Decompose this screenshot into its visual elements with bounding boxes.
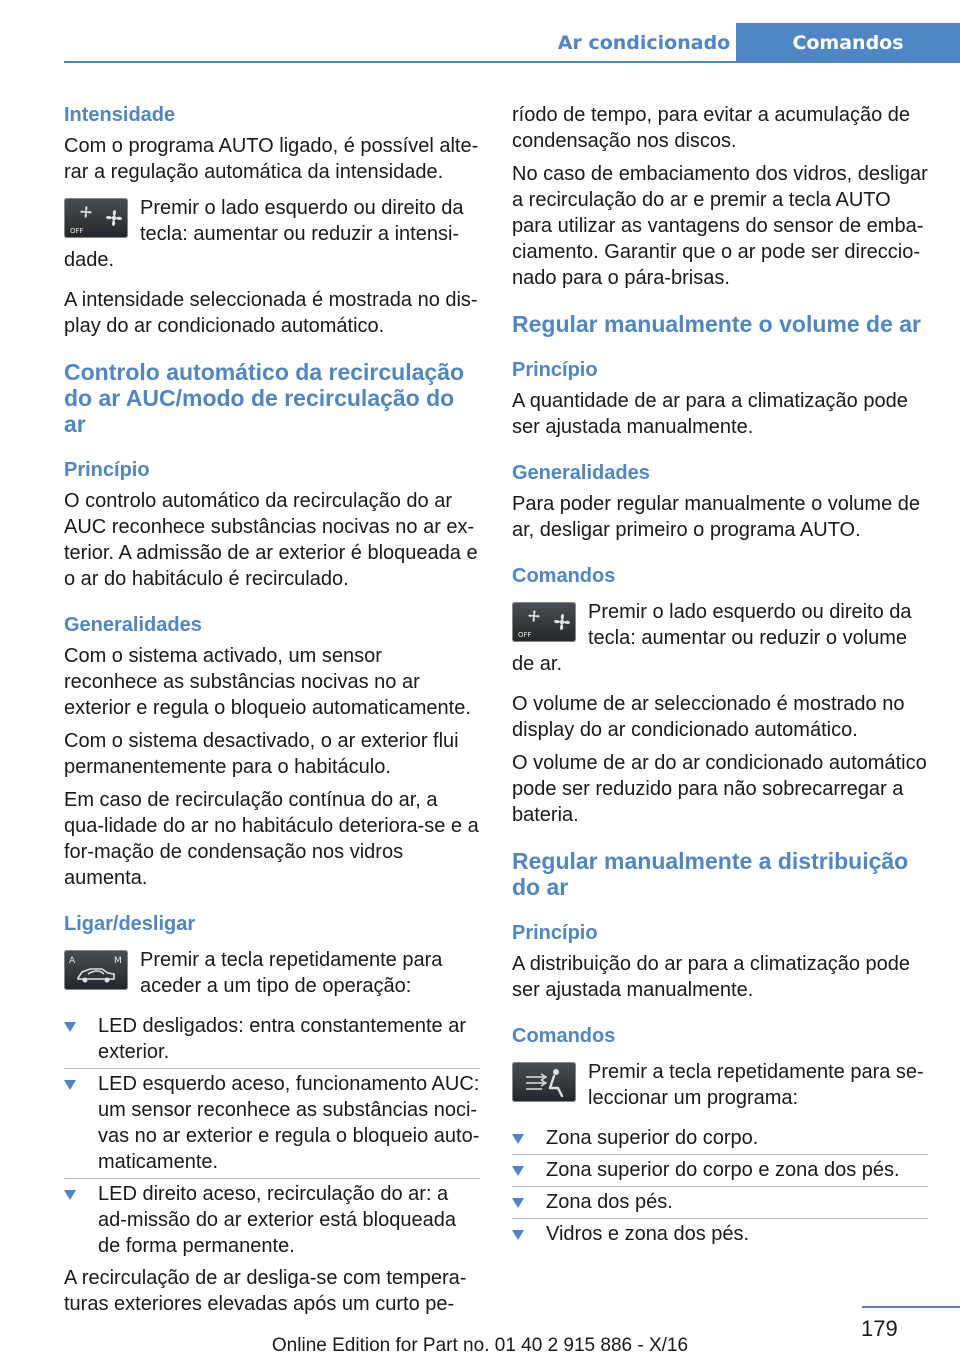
volume-battery-paragraph: O volume de ar do ar condicionado automático pode ser reduzido para não sobrecarregar a bateria. bbox=[512, 752, 927, 826]
fan-off-label: OFF bbox=[518, 631, 532, 639]
auc-heading: Controlo automático da recirculação do ar AUC/modo de recirculação do ar bbox=[64, 359, 465, 437]
volume-display-paragraph: O volume de ar seleccionado é mostrado no display do ar condicionado automático. bbox=[512, 693, 905, 741]
list-item: LED esquerdo aceso, funcionamento AUC: um sensor reconhece as substâncias noci-vas no ar exterior e regula o bloqueio auto-maticamente. bbox=[64, 1071, 480, 1175]
right-column bbox=[512, 102, 928, 1253]
fan-key-icon bbox=[64, 198, 128, 238]
distribuicao-heading: Regular manualmente a distribuição do ar bbox=[512, 848, 909, 900]
embaciamento-paragraph: No caso de embaciamento dos vidros, desligar a recirculação do ar e premir a tecla AUTO para utilizar as vantagens do sensor de emba-ciamento. Garantir que o ar pode ser direccio-nado para o pára-brisas. bbox=[512, 163, 928, 289]
volume-icon-text: Premir o lado esquerdo ou direito da tecla: aumentar ou reduzir o volume de ar. bbox=[512, 601, 912, 675]
list-item: Zona superior do corpo e zona dos pés. bbox=[512, 1157, 928, 1183]
volume-comandos-heading: Comandos bbox=[512, 565, 616, 587]
air-distribution-key-icon bbox=[512, 1062, 576, 1102]
generalidades-paragraph-1: Com o sistema activado, um sensor reconhece as substâncias nocivas no ar exterior e regula o bloqueio automaticamente. bbox=[64, 645, 471, 719]
intensidade-heading: Intensidade bbox=[64, 104, 176, 126]
intensidade-icon-text: Premir o lado esquerdo ou direito da tecla: aumentar ou reduzir a intensi-dade. bbox=[64, 197, 464, 271]
intensidade-icon-paragraph bbox=[64, 195, 480, 273]
ligar-heading: Ligar/desligar bbox=[64, 913, 196, 935]
distribuicao-principio-paragraph: A distribuição do ar para a climatização pode ser ajustada manualmente. bbox=[512, 953, 911, 1001]
ligar-icon-text: Premir a tecla repetidamente para aceder a um tipo de operação: bbox=[140, 949, 443, 997]
intensidade-display-paragraph: A intensidade seleccionada é mostrada no dis-play do ar condicionado automático. bbox=[64, 289, 478, 337]
generalidades-paragraph-2: Com o sistema desactivado, o ar exterior flui permanentemente para o habitáculo. bbox=[64, 730, 459, 778]
distribuicao-comandos-heading: Comandos bbox=[512, 1025, 616, 1047]
list-item: LED direito aceso, recirculação do ar: a ad-missão do ar exterior está bloqueada de forma permanente. bbox=[64, 1181, 480, 1259]
generalidades-paragraph-3: Em caso de recirculação contínua do ar, a qua-lidade do ar no habitáculo deteriora-se e a for-mação de condensação nos vidros aumenta. bbox=[64, 789, 479, 889]
ligar-list bbox=[64, 1013, 480, 1259]
generalidades-heading: Generalidades bbox=[64, 614, 202, 636]
bullet-triangle-icon bbox=[512, 1134, 524, 1144]
programa-list bbox=[512, 1125, 928, 1247]
volume-principio-paragraph: A quantidade de ar para a climatização pode ser ajustada manualmente. bbox=[512, 390, 908, 438]
bullet-triangle-icon bbox=[64, 1190, 76, 1200]
footer-edition: Online Edition for Part no. 01 40 2 915 886 - X/16 bbox=[271, 1335, 689, 1356]
bullet-triangle-icon bbox=[512, 1198, 524, 1208]
header-section-tab[interactable]: Ar condicionado bbox=[557, 31, 731, 54]
distribuicao-icon-paragraph bbox=[512, 1059, 928, 1111]
fan-off-label: OFF bbox=[70, 227, 84, 235]
distribuicao-principio-heading: Princípio bbox=[512, 922, 598, 944]
volume-icon-paragraph bbox=[512, 599, 928, 677]
distribuicao-icon-text: Premir a tecla repetidamente para se-leccionar um programa: bbox=[588, 1061, 924, 1109]
header-chapter-tab[interactable]: Comandos bbox=[736, 23, 960, 62]
list-item: Zona dos pés. bbox=[512, 1189, 928, 1215]
volume-generalidades-heading: Generalidades bbox=[512, 462, 650, 484]
bullet-triangle-icon bbox=[64, 1080, 76, 1090]
header-rule bbox=[64, 61, 960, 63]
left-column bbox=[64, 102, 480, 1324]
list-item: LED desligados: entra constantemente ar exterior. bbox=[64, 1013, 480, 1065]
volume-heading: Regular manualmente o volume de ar bbox=[512, 311, 922, 337]
auc-label-a: A bbox=[69, 956, 76, 966]
page-number: 179 bbox=[861, 1316, 898, 1341]
principio-paragraph: O controlo automático da recirculação do ar AUC reconhece substâncias nocivas no ar ex-terior. A admissão de ar exterior é bloqueada e o ar do habitáculo é recirculado. bbox=[64, 490, 478, 590]
footer-rule bbox=[862, 1306, 960, 1308]
continuation-paragraph: ríodo de tempo, para evitar a acumulação de condensação nos discos. bbox=[512, 104, 911, 152]
fan-key-icon bbox=[512, 602, 576, 642]
list-item: Zona superior do corpo. bbox=[512, 1125, 928, 1151]
running-header bbox=[552, 23, 960, 62]
intensidade-paragraph: Com o programa AUTO ligado, é possível alte-rar a regulação automática da intensidade. bbox=[64, 135, 479, 183]
recirculation-key-icon bbox=[64, 950, 128, 990]
auc-label-m: M bbox=[114, 956, 122, 966]
bullet-triangle-icon bbox=[512, 1166, 524, 1176]
bullet-triangle-icon bbox=[512, 1230, 524, 1240]
ligar-icon-paragraph bbox=[64, 947, 480, 999]
volume-principio-heading: Princípio bbox=[512, 359, 598, 381]
recirculacao-final-paragraph: A recirculação de ar desliga-se com tempera-turas exteriores elevadas após um curto pe- bbox=[64, 1267, 467, 1315]
principio-heading: Princípio bbox=[64, 459, 150, 481]
bullet-triangle-icon bbox=[64, 1022, 76, 1032]
list-item: Vidros e zona dos pés. bbox=[512, 1221, 928, 1247]
volume-generalidades-paragraph: Para poder regular manualmente o volume de ar, desligar primeiro o programa AUTO. bbox=[512, 493, 921, 541]
